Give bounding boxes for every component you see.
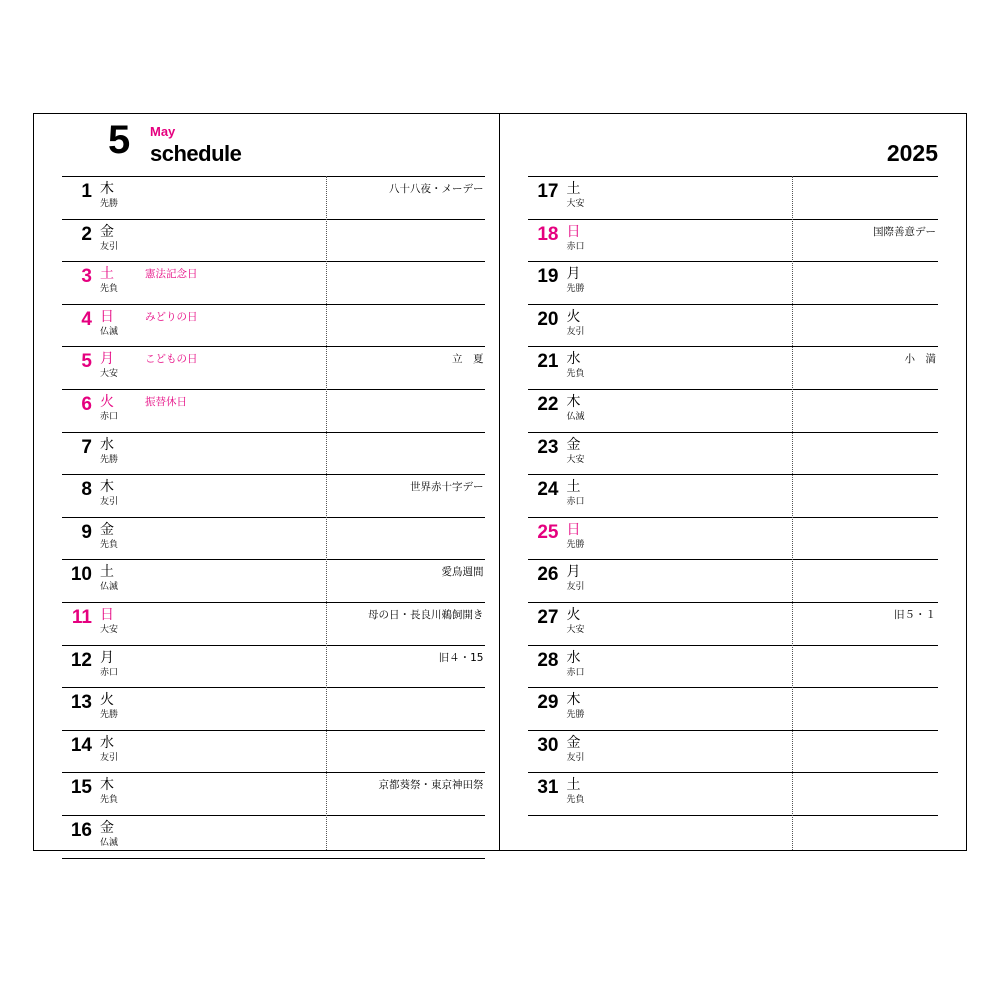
- day-number: 28: [537, 649, 559, 671]
- left-page: [34, 114, 499, 850]
- rokuyo-label: 仏滅: [100, 582, 119, 593]
- day-number: 30: [537, 734, 559, 756]
- day-number: 18: [537, 223, 559, 245]
- rokuyo-label: 仏滅: [100, 326, 119, 337]
- day-number: 14: [70, 734, 92, 756]
- day-number: 6: [81, 393, 92, 415]
- rokuyo-label: 友引: [100, 752, 119, 763]
- day-number: 1: [81, 181, 92, 202]
- day-of-week: 日: [566, 521, 581, 538]
- day-of-week: 金: [566, 734, 581, 751]
- day-of-week: 火: [100, 692, 114, 709]
- day-number: 4: [81, 308, 92, 330]
- day-row[interactable]: [528, 645, 938, 688]
- day-row[interactable]: [528, 261, 938, 304]
- right-page-header: [528, 114, 938, 176]
- day-number: 21: [537, 351, 559, 373]
- day-of-week: 火: [100, 393, 114, 410]
- left-day-rows: [62, 176, 485, 859]
- rokuyo-label: 先負: [100, 284, 119, 295]
- rokuyo-label: 仏滅: [100, 837, 119, 848]
- day-row[interactable]: [62, 474, 485, 517]
- month-number: 5: [108, 118, 130, 162]
- day-number: 25: [537, 521, 559, 543]
- day-row[interactable]: [62, 517, 485, 560]
- day-of-week: 水: [566, 351, 581, 368]
- rokuyo-label: 先負: [566, 795, 585, 806]
- rows-bottom-rule: [528, 815, 938, 816]
- holiday-label: 振替休日: [145, 395, 187, 408]
- day-of-week: 日: [100, 308, 114, 325]
- rokuyo-label: 赤口: [100, 411, 119, 422]
- rokuyo-label: 友引: [566, 752, 585, 763]
- rokuyo-label: 大安: [566, 624, 585, 635]
- rokuyo-label: 友引: [100, 241, 119, 252]
- day-number: 22: [537, 393, 559, 415]
- day-number: 9: [81, 521, 92, 543]
- day-number: 8: [81, 479, 92, 501]
- day-number: 3: [81, 266, 92, 288]
- year-label: 2025: [886, 140, 938, 166]
- day-number: 5: [81, 351, 92, 373]
- day-row[interactable]: [528, 602, 938, 645]
- rokuyo-label: 先勝: [566, 710, 585, 721]
- day-number: 31: [537, 777, 559, 799]
- day-row[interactable]: [62, 389, 485, 432]
- day-number: 19: [537, 266, 559, 288]
- rokuyo-label: 友引: [100, 497, 119, 508]
- day-note: 世界赤十字デー: [409, 481, 484, 494]
- day-of-week: 土: [566, 181, 581, 197]
- left-page-header: [62, 114, 485, 176]
- day-of-week: 日: [100, 606, 114, 623]
- day-number: 23: [537, 436, 559, 458]
- rokuyo-label: 先勝: [566, 539, 585, 550]
- day-row[interactable]: [62, 176, 485, 219]
- day-of-week: 土: [566, 479, 581, 496]
- day-number: 11: [71, 606, 92, 628]
- planner-spread: [33, 113, 967, 851]
- day-row[interactable]: [528, 219, 938, 262]
- rokuyo-label: 先勝: [100, 454, 119, 465]
- rokuyo-label: 仏滅: [566, 411, 585, 422]
- day-of-week: 火: [566, 308, 581, 325]
- day-row[interactable]: [62, 645, 485, 688]
- day-of-week: 木: [100, 777, 114, 794]
- day-note: 旧５・１: [894, 608, 936, 621]
- holiday-label: みどりの日: [145, 310, 198, 323]
- rokuyo-label: 大安: [100, 624, 119, 635]
- day-row[interactable]: [62, 772, 485, 815]
- day-row[interactable]: [62, 219, 485, 262]
- rokuyo-label: 先勝: [100, 199, 119, 209]
- rokuyo-label: 先負: [100, 795, 119, 806]
- day-row[interactable]: [62, 602, 485, 645]
- day-number: 26: [537, 564, 559, 586]
- rokuyo-label: 先勝: [566, 284, 585, 295]
- day-row[interactable]: [62, 261, 485, 304]
- day-row[interactable]: [62, 559, 485, 602]
- day-row[interactable]: [528, 687, 938, 730]
- right-page: [500, 114, 966, 850]
- day-of-week: 火: [566, 606, 581, 623]
- rows-bottom-rule: [62, 858, 485, 859]
- rokuyo-label: 先負: [566, 369, 585, 380]
- right-day-rows: [528, 176, 938, 816]
- day-of-week: 金: [100, 819, 114, 836]
- day-row[interactable]: [528, 772, 938, 815]
- day-number: 17: [537, 181, 559, 202]
- day-note: 立 夏: [451, 353, 484, 366]
- day-of-week: 金: [100, 521, 114, 538]
- day-of-week: 金: [100, 223, 114, 240]
- day-of-week: 土: [100, 266, 114, 283]
- day-of-week: 水: [566, 649, 581, 666]
- right-column-divider: [792, 176, 793, 850]
- rokuyo-label: 大安: [100, 369, 119, 380]
- day-number: 10: [70, 564, 92, 586]
- day-row[interactable]: [528, 730, 938, 773]
- day-row[interactable]: [528, 389, 938, 432]
- day-of-week: 土: [100, 564, 114, 581]
- rokuyo-label: 赤口: [566, 667, 585, 678]
- day-of-week: 月: [566, 266, 581, 283]
- day-of-week: 木: [100, 479, 114, 496]
- rokuyo-label: 先勝: [100, 710, 119, 721]
- day-of-week: 月: [100, 351, 114, 368]
- holiday-label: 憲法記念日: [145, 268, 198, 281]
- day-row[interactable]: [528, 559, 938, 602]
- day-row[interactable]: [62, 304, 485, 347]
- rokuyo-label: 赤口: [100, 667, 119, 678]
- rokuyo-label: 赤口: [566, 241, 585, 252]
- left-column-divider: [326, 176, 327, 850]
- day-number: 15: [70, 777, 92, 799]
- rokuyo-label: 大安: [566, 199, 585, 209]
- day-row[interactable]: [62, 432, 485, 475]
- day-of-week: 木: [100, 181, 114, 197]
- holiday-label: こどもの日: [145, 353, 198, 366]
- day-of-week: 木: [566, 393, 581, 410]
- day-number: 20: [537, 308, 559, 330]
- rokuyo-label: 先負: [100, 539, 119, 550]
- day-row[interactable]: [528, 176, 938, 219]
- day-row[interactable]: [528, 474, 938, 517]
- day-note: 旧４・15: [438, 651, 484, 664]
- day-of-week: 木: [566, 692, 581, 709]
- day-number: 16: [70, 819, 92, 841]
- day-number: 24: [537, 479, 559, 501]
- rokuyo-label: 赤口: [566, 497, 585, 508]
- day-number: 2: [81, 223, 92, 245]
- day-of-week: 水: [100, 734, 114, 751]
- day-row[interactable]: [62, 815, 485, 858]
- day-of-week: 月: [566, 564, 581, 581]
- day-of-week: 日: [566, 223, 581, 240]
- day-of-week: 金: [566, 436, 581, 453]
- day-number: 29: [537, 692, 559, 714]
- day-number: 7: [81, 436, 92, 458]
- rokuyo-label: 大安: [566, 454, 585, 465]
- day-number: 13: [70, 692, 92, 714]
- rokuyo-label: 友引: [566, 582, 585, 593]
- day-row[interactable]: [62, 687, 485, 730]
- day-row[interactable]: [528, 304, 938, 347]
- day-note: 京都葵祭・東京神田祭: [378, 779, 484, 792]
- day-of-week: 水: [100, 436, 114, 453]
- rokuyo-label: 友引: [566, 326, 585, 337]
- day-of-week: 土: [566, 777, 581, 794]
- day-row[interactable]: [62, 730, 485, 773]
- day-row[interactable]: [528, 432, 938, 475]
- day-note: 母の日・長良川鵜飼開き: [367, 608, 484, 621]
- schedule-label: schedule: [150, 141, 242, 166]
- day-note: 小 満: [904, 353, 936, 366]
- month-name-english: May: [150, 124, 176, 139]
- day-number: 12: [70, 649, 92, 671]
- day-note: 愛鳥週間: [441, 566, 484, 579]
- day-row[interactable]: [62, 346, 485, 389]
- day-row[interactable]: [528, 517, 938, 560]
- day-number: 27: [537, 606, 559, 628]
- day-note: 八十八夜・メーデー: [388, 183, 484, 195]
- day-row[interactable]: [528, 346, 938, 389]
- day-note: 国際善意デー: [873, 225, 936, 238]
- day-of-week: 月: [100, 649, 114, 666]
